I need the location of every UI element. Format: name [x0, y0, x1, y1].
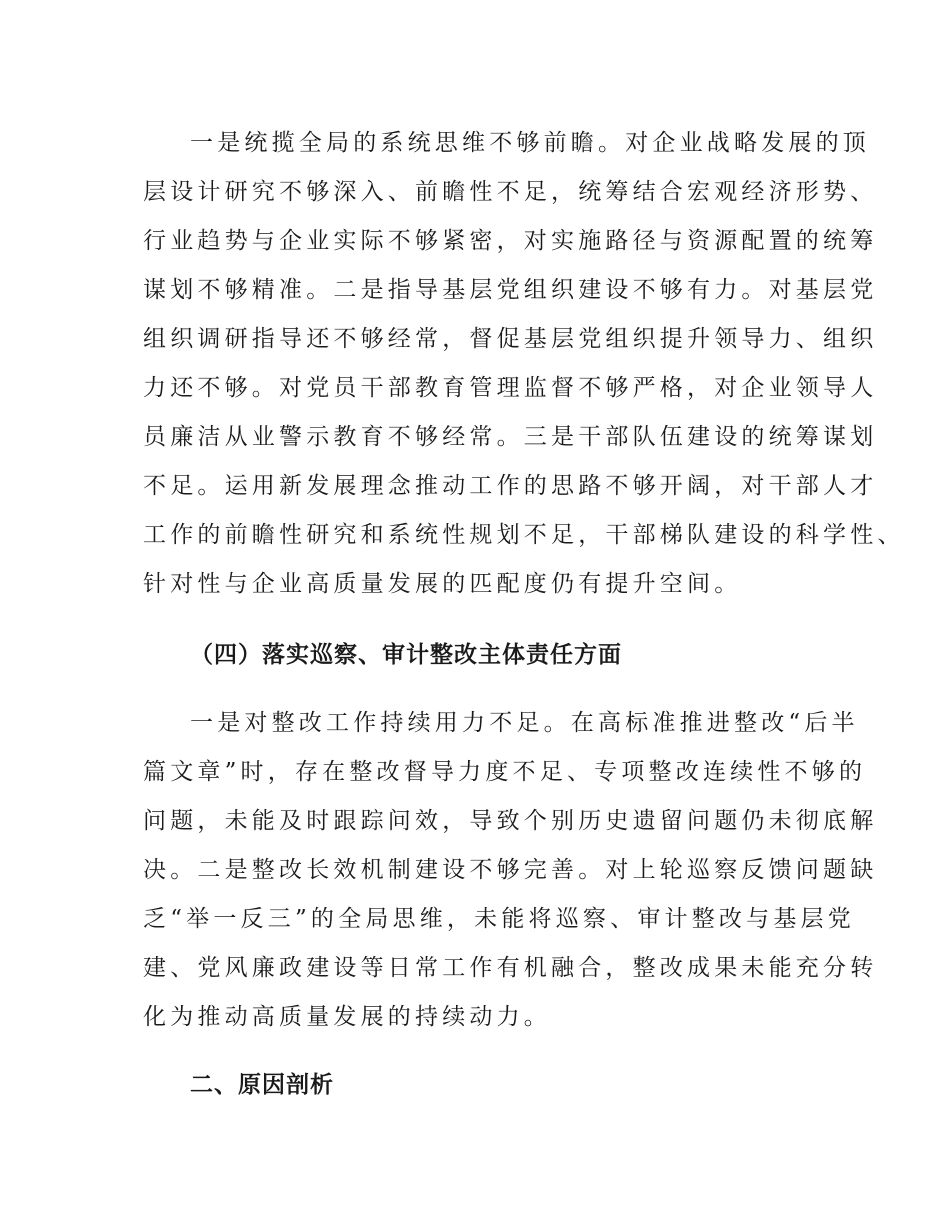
paragraph-1-line-10: 针对性与企业高质量发展的匹配度仍有提升空间。 — [143, 571, 742, 597]
paragraph-1-line-6: 力还不够。对党员干部教育管理监督不够严格，对企业领导人 — [143, 375, 878, 401]
paragraph-2-line-1: 一是对整改工作持续用力不足。在高标准推进整改“后半 — [190, 710, 859, 736]
paragraph-1-line-5: 组织调研指导还不够经常，督促基层党组织提升领导力、组织 — [143, 326, 878, 352]
paragraph-1-line-9: 工作的前瞻性研究和系统性规划不足，干部梯队建设的科学性、 — [143, 522, 905, 548]
paragraph-2-line-4: 决。二是整改长效机制建设不够完善。对上轮巡察反馈问题缺 — [143, 857, 878, 883]
paragraph-2-line-3: 问题，未能及时跟踪问效，导致个别历史遗留问题仍未彻底解 — [143, 808, 878, 834]
paragraph-2-line-7: 化为推动高质量发展的持续动力。 — [143, 1004, 551, 1030]
paragraph-2-line-6: 建、党风廉政建设等日常工作有机融合，整改成果未能充分转 — [143, 955, 878, 981]
paragraph-1-line-4: 谋划不够精准。二是指导基层党组织建设不够有力。对基层党 — [143, 277, 878, 303]
paragraph-2-line-5: 乏“举一反三”的全局思维，未能将巡察、审计整改与基层党 — [143, 906, 855, 932]
paragraph-1-line-8: 不足。运用新发展理念推动工作的思路不够开阔，对干部人才 — [143, 473, 878, 499]
paragraph-2-line-2: 篇文章”时，存在整改督导力度不足、专项整改连续性不够的 — [143, 759, 867, 785]
section-heading-2: 二、原因剖析 — [190, 1072, 334, 1098]
paragraph-1-line-7: 员廉洁从业警示教育不够经常。三是干部队伍建设的统筹谋划 — [143, 424, 878, 450]
paragraph-1-line-1: 一是统揽全局的系统思维不够前瞻。对企业战略发展的顶 — [190, 130, 870, 156]
paragraph-1-line-2: 层设计研究不够深入、前瞻性不足，统筹结合宏观经济形势、 — [143, 179, 878, 205]
section-heading-4: （四）落实巡察、审计整改主体责任方面 — [190, 642, 622, 668]
paragraph-1-line-3: 行业趋势与企业实际不够紧密，对实施路径与资源配置的统筹 — [143, 228, 878, 254]
